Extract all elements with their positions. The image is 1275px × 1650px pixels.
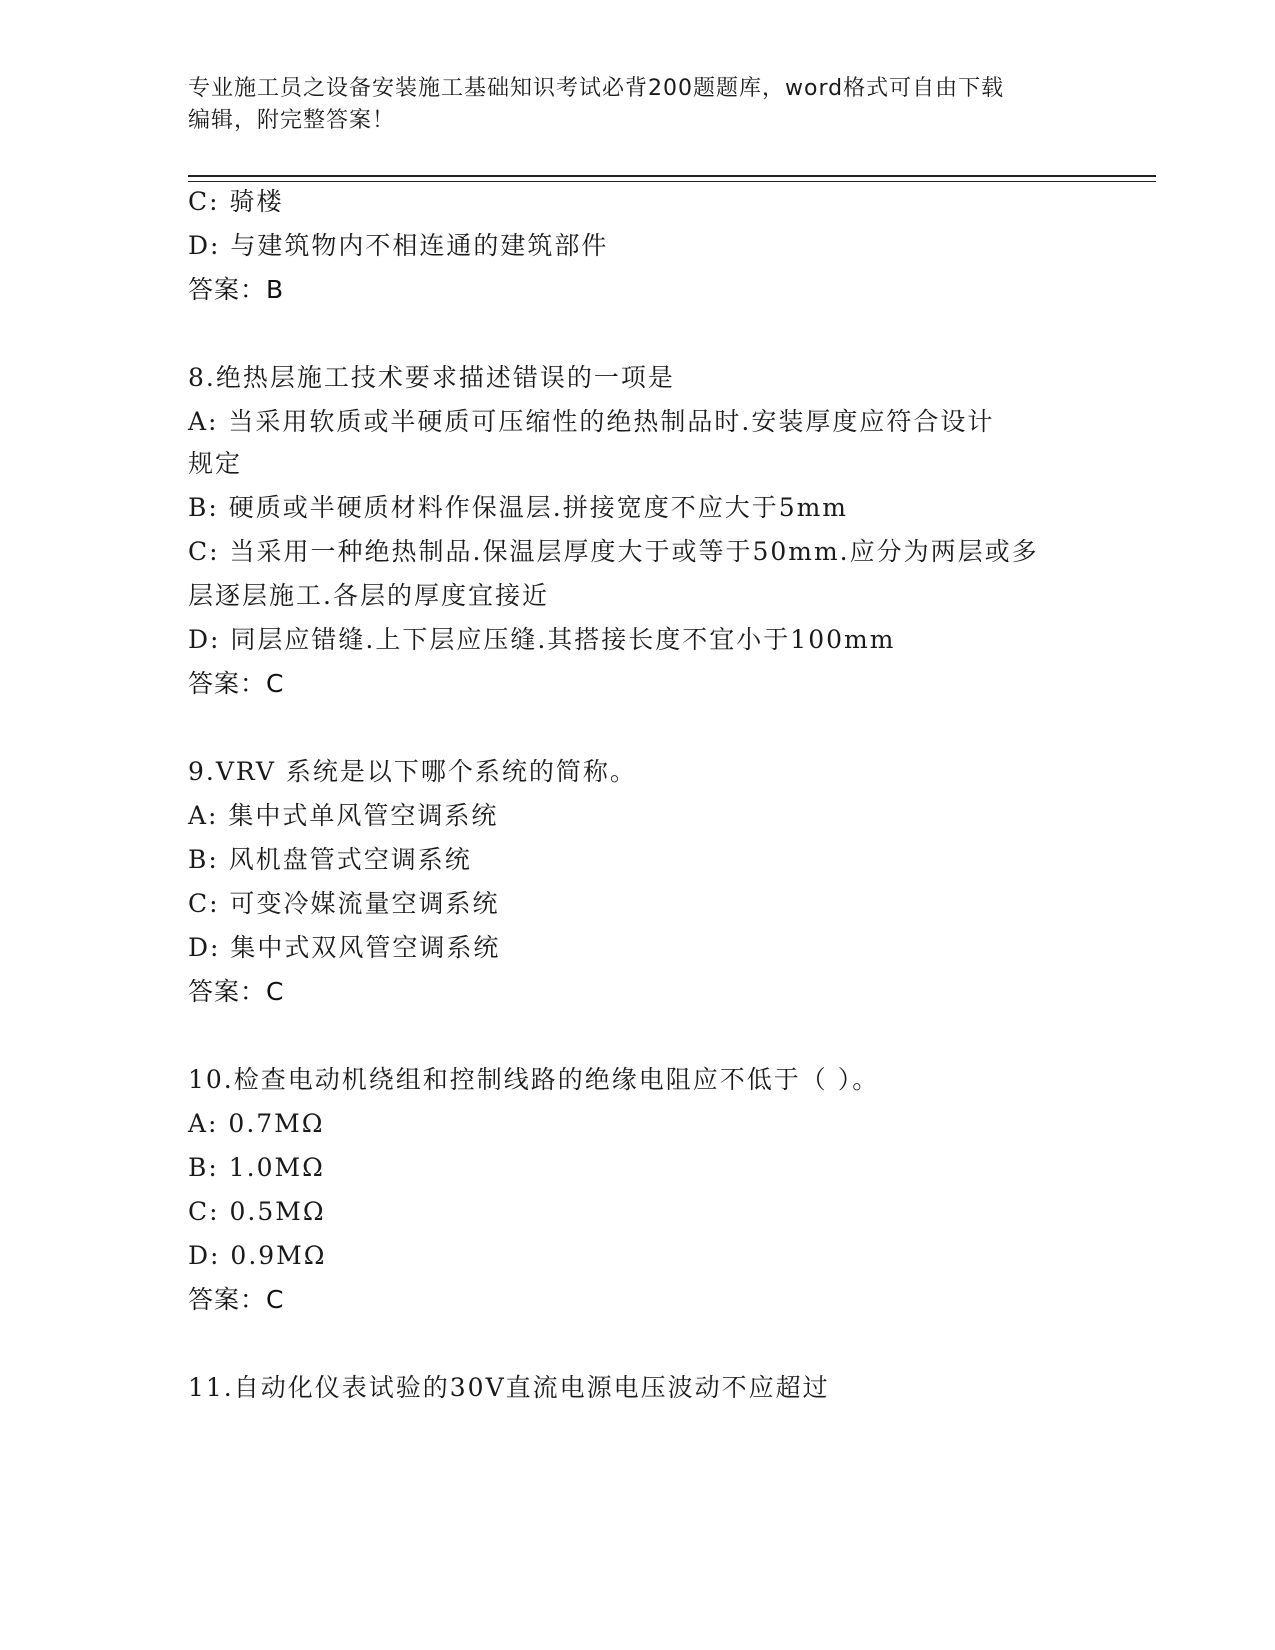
q7-option-c: C: 骑楼 [188, 187, 284, 216]
q7-answer: 答案：B [188, 275, 285, 304]
q8-answer: 答案：C [188, 669, 285, 698]
q7-option-d: D: 与建筑物内不相连通的建筑部件 [188, 231, 609, 260]
header-line-2: 编辑，附完整答案！ [188, 108, 396, 133]
q9-stem: 9.VRV 系统是以下哪个系统的简称。 [188, 757, 637, 786]
header-divider-thick [188, 175, 1156, 177]
q9-option-a: A: 集中式单风管空调系统 [188, 801, 499, 830]
q11-stem: 11.自动化仪表试验的30V直流电源电压波动不应超过 [188, 1373, 830, 1402]
q8-option-c-line-2: 层逐层施工.各层的厚度宜接近 [188, 581, 549, 610]
q10-stem: 10.检查电动机绕组和控制线路的绝缘电阻应不低于（ ）。 [188, 1065, 880, 1094]
q10-option-a: A: 0.7MΩ [188, 1109, 325, 1138]
q8-stem: 8.绝热层施工技术要求描述错误的一项是 [188, 363, 675, 392]
header-line-1: 专业施工员之设备安装施工基础知识考试必背200题题库，word格式可自由下载 [188, 76, 1005, 101]
q9-answer: 答案：C [188, 977, 285, 1006]
q10-answer: 答案：C [188, 1285, 285, 1314]
q8-option-c-line-1: C: 当采用一种绝热制品.保温层厚度大于或等于50mm.应分为两层或多 [188, 537, 1039, 566]
q10-option-c: C: 0.5MΩ [188, 1197, 326, 1226]
q9-option-c: C: 可变冷媒流量空调系统 [188, 889, 500, 918]
q8-option-b: B: 硬质或半硬质材料作保温层.拼接宽度不应大于5mm [188, 493, 849, 522]
q8-option-d: D: 同层应错缝.上下层应压缝.其搭接长度不宜小于100mm [188, 625, 896, 654]
q10-option-b: B: 1.0MΩ [188, 1153, 325, 1182]
q8-option-a-line-2: 规定 [188, 449, 243, 478]
document-header [188, 73, 1088, 137]
q8-option-a-line-1: A: 当采用软质或半硬质可压缩性的绝热制品时.安装厚度应符合设计 [188, 407, 995, 436]
q9-option-d: D: 集中式双风管空调系统 [188, 933, 501, 962]
header-divider-thin [188, 181, 1156, 182]
q10-option-d: D: 0.9MΩ [188, 1241, 327, 1270]
q9-option-b: B: 风机盘管式空调系统 [188, 845, 472, 874]
